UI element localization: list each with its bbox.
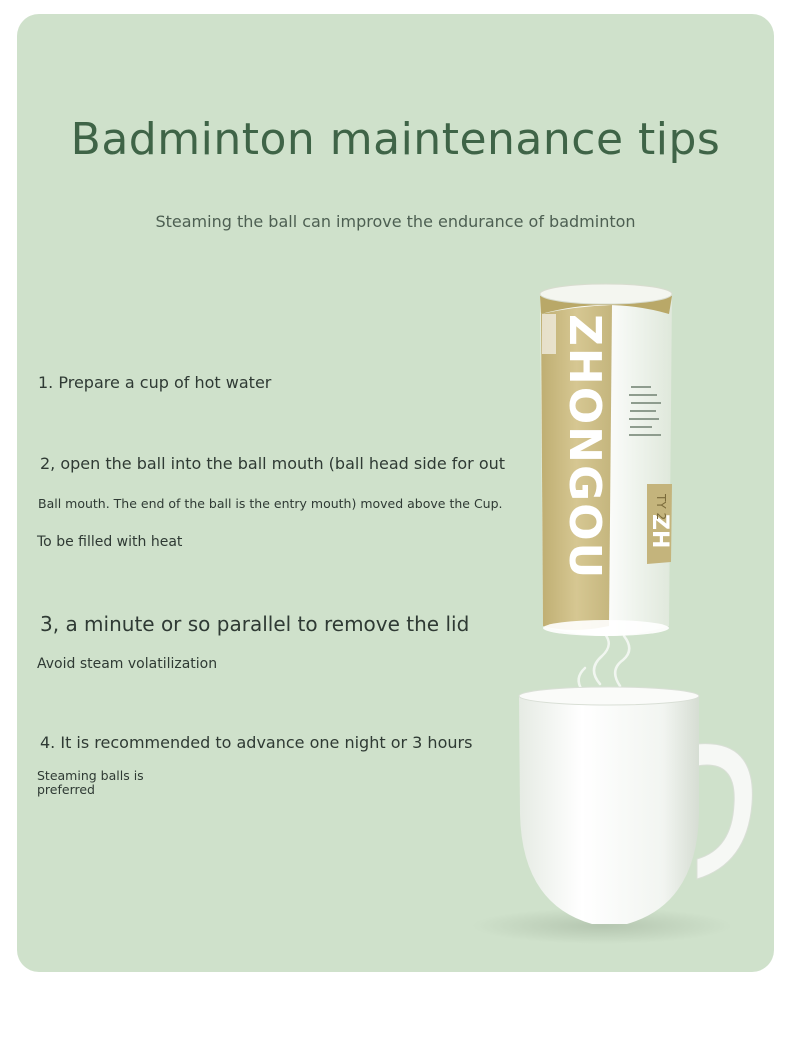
step-4-text: 4. It is recommended to advance one night or 3 hours	[40, 733, 473, 752]
page-title: Badminton maintenance tips	[70, 114, 721, 165]
step-2-detail-1: Ball mouth. The end of the ball is the entry mouth) moved above the Cup.	[38, 496, 503, 511]
step-2-text: 2, open the ball into the ball mouth (ball head side for out	[40, 454, 506, 473]
steam-wisps	[579, 632, 630, 690]
white-cup	[472, 687, 752, 944]
product-illustration	[17, 14, 774, 972]
step-3-detail-1: Avoid steam volatilization	[37, 656, 218, 672]
step-4-detail-1: Steaming balls is preferred	[37, 768, 144, 797]
step-1-text: 1. Prepare a cup of hot water	[38, 373, 272, 392]
tube-brand-text: ZHONGOU	[559, 314, 610, 581]
content-card	[17, 14, 774, 972]
tube-model-suffix-text: TY 2	[654, 494, 668, 521]
step-2-detail-2: To be filled with heat	[37, 534, 183, 550]
tube-model-text: ZH	[647, 514, 672, 549]
step-3-text: 3, a minute or so parallel to remove the lid	[40, 612, 470, 636]
page-subtitle: Steaming the ball can improve the endurance of badminton	[155, 212, 636, 231]
shuttlecock-tube	[540, 284, 672, 636]
